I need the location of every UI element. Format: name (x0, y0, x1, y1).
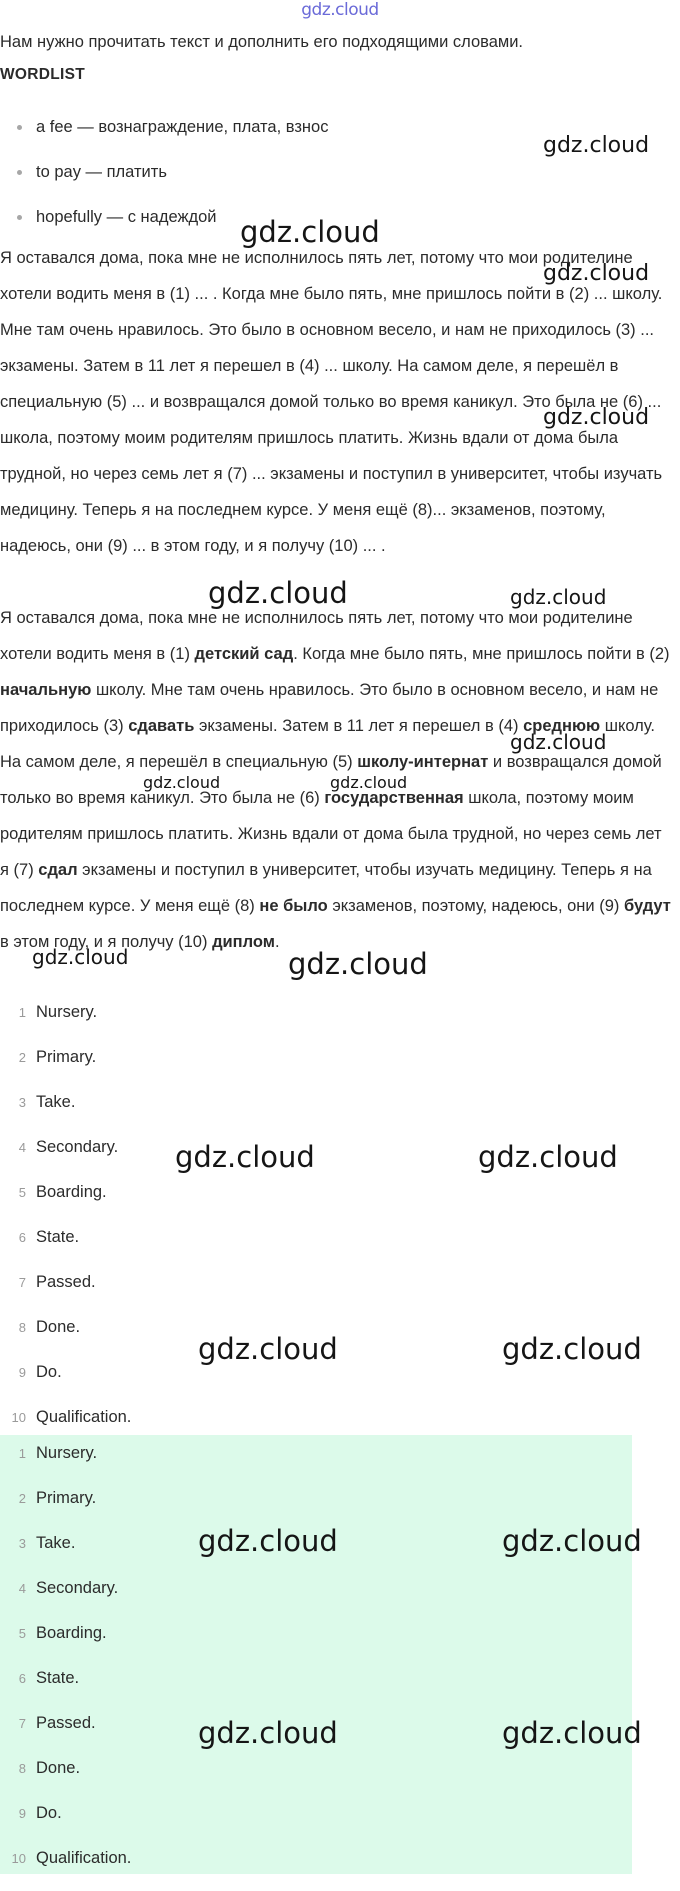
watermark: gdz.cloud (510, 730, 607, 754)
item-number: 6 (18, 1671, 26, 1686)
item-number: 1 (18, 1446, 26, 1461)
answer-item (0, 1666, 131, 1711)
answer-item (0, 1000, 131, 1045)
watermark: gdz.cloud (543, 261, 650, 286)
task-text: Я оставался дома, пока мне не исполнилось пять лет, потому что мои родителине хотели водить меня в (1) ... . Когда мне было пять, мне пришлось пойти в (2) ... школу. Мне там очень нравилось. Это было в основном весело, и нам не приходилось (3) ... экзамены. Затем в 11 лет я перешел в (4) ... школу. На самом деле, я перешёл в специальную (5) ... и возвращался домой только во время каникул. Это была не (6) ... школа, поэтому моим родителям пришлось платить. Жизнь вдали от дома была трудной, но через семь лет я (7) ... экзамены и поступил в университет, чтобы изучать медицину. Теперь я на последнем курсе. У меня ещё (8)... экзаменов, поэтому, надеюсь, они (9) ... в этом году, и я получу (10) ... . (0, 249, 663, 555)
answer-label: Take. (36, 1534, 76, 1552)
answer-item (0, 1315, 131, 1360)
item-number: 3 (18, 1095, 26, 1110)
wordlist-item: a fee — вознаграждение, плата, взнос (0, 115, 328, 160)
answer-label: Primary. (36, 1048, 97, 1066)
watermark: gdz.cloud (510, 585, 607, 609)
watermark: gdz.cloud (198, 1524, 338, 1558)
item-number: 8 (18, 1761, 26, 1776)
item-number: 2 (18, 1491, 26, 1506)
item-number: 5 (18, 1185, 26, 1200)
highlighted-answer-list (0, 1441, 131, 1891)
watermark: gdz.cloud (143, 773, 221, 792)
text-segment: школа, поэтому моим родителям пришлось платить. Жизнь вдали от дома была трудной, но через семь лет я (7) (0, 789, 662, 879)
answer-item (0, 1135, 131, 1180)
answer-label: Boarding. (36, 1624, 107, 1642)
answer-label: Qualification. (36, 1849, 132, 1867)
answer-label: Done. (36, 1318, 81, 1336)
answer-item (0, 1576, 131, 1621)
answer-item (0, 1621, 131, 1666)
answer-word: будут (623, 897, 671, 915)
text-segment: экзамены. Затем в 11 лет я перешел в (4) (194, 717, 524, 735)
answer-word: сдал (38, 861, 78, 879)
watermark: gdz.cloud (175, 1140, 315, 1174)
text-segment: экзаменов, поэтому, надеюсь, они (9) (327, 897, 624, 915)
item-number: 6 (18, 1230, 26, 1245)
answer-label: Passed. (36, 1714, 96, 1732)
item-number: 10 (11, 1851, 26, 1866)
watermark: gdz.cloud (478, 1140, 618, 1174)
item-number: 7 (18, 1275, 26, 1290)
watermark: gdz.cloud (198, 1716, 338, 1750)
answer-label: State. (36, 1228, 80, 1246)
answer-word: начальную (0, 681, 92, 699)
text-segment: в этом году, и я получу (10) (0, 933, 213, 951)
answer-label: Nursery. (36, 1444, 98, 1462)
watermark: gdz.cloud (240, 215, 380, 249)
item-number: 1 (18, 1005, 26, 1020)
answer-item (0, 1225, 131, 1270)
wordlist-item: hopefully — с надеждой (0, 205, 328, 250)
text-segment: школу. Мне там очень нравилось. Это было в основном весело, и нам не приходилось (3) (0, 681, 659, 735)
text-segment: . (274, 933, 280, 951)
text-segment: школу. На самом деле, я перешёл в специальную (5) (0, 717, 655, 771)
watermark: gdz.cloud (502, 1524, 642, 1558)
item-number: 2 (18, 1050, 26, 1065)
item-number: 9 (18, 1365, 26, 1380)
item-number: 5 (18, 1626, 26, 1641)
text-segment: и возвращался домой только во время каникул. Это была не (6) (0, 753, 662, 807)
wordlist (0, 115, 328, 250)
answer-word: диплом (212, 933, 275, 951)
text-segment: . Когда мне было пять, мне пришлось пойти в (2) (293, 645, 670, 663)
watermark: gdz.cloud (198, 1332, 338, 1366)
wordlist-item: to pay — платить (0, 160, 328, 205)
item-number: 4 (18, 1140, 26, 1155)
task-paragraph (0, 240, 672, 564)
answer-label: Take. (36, 1093, 76, 1111)
answer-item (0, 1180, 131, 1225)
answer-label: Secondary. (36, 1138, 119, 1156)
answer-label: Boarding. (36, 1183, 107, 1201)
watermark: gdz.cloud (502, 1332, 642, 1366)
answer-list (0, 1000, 131, 1450)
answer-word: сдавать (128, 717, 195, 735)
answer-item (0, 1846, 131, 1891)
answer-label: Qualification. (36, 1408, 132, 1426)
answer-item (0, 1045, 131, 1090)
watermark: gdz.cloud (502, 1716, 642, 1750)
answer-item (0, 1711, 131, 1756)
answer-word: школу-интернат (357, 753, 489, 771)
answer-label: State. (36, 1669, 80, 1687)
item-number: 10 (11, 1410, 26, 1425)
item-number: 3 (18, 1536, 26, 1551)
answer-label: Nursery. (36, 1003, 98, 1021)
answer-item (0, 1270, 131, 1315)
answer-item (0, 1441, 131, 1486)
answer-label: Do. (36, 1363, 62, 1381)
item-number: 9 (18, 1806, 26, 1821)
answer-label: Primary. (36, 1489, 97, 1507)
answer-paragraph (0, 600, 672, 960)
answer-label: Done. (36, 1759, 81, 1777)
answer-label: Secondary. (36, 1579, 119, 1597)
site-logo[interactable]: gdz.cloud (301, 0, 379, 20)
answer-item (0, 1090, 131, 1135)
answer-item (0, 1756, 131, 1801)
task-intro: Нам нужно прочитать текст и дополнить его подходящими словами. (0, 33, 524, 51)
answer-item (0, 1486, 131, 1531)
watermark: gdz.cloud (208, 576, 348, 610)
item-number: 7 (18, 1716, 26, 1731)
answer-word: детский сад (194, 645, 294, 663)
watermark: gdz.cloud (330, 773, 408, 792)
watermark: gdz.cloud (32, 945, 129, 969)
answer-item (0, 1531, 131, 1576)
item-number: 8 (18, 1320, 26, 1335)
wordlist-title: WORDLIST (0, 66, 86, 83)
text-segment: Я оставался дома, пока мне не исполнилось пять лет, потому что мои родителине хотели водить меня в (1) (0, 609, 633, 663)
text-segment: экзамены и поступил в университет, чтобы изучать медицину. Теперь я на последнем курсе. У меня ещё (8) (0, 861, 652, 915)
answer-item (0, 1360, 131, 1405)
item-number: 4 (18, 1581, 26, 1596)
answer-label: Passed. (36, 1273, 96, 1291)
answer-word: государственная (324, 789, 464, 807)
answer-item (0, 1801, 131, 1846)
watermark: gdz.cloud (543, 133, 650, 158)
answer-word: не было (259, 897, 328, 915)
watermark: gdz.cloud (543, 405, 650, 430)
answer-label: Do. (36, 1804, 62, 1822)
watermark: gdz.cloud (288, 947, 428, 981)
answer-word: среднюю (523, 717, 601, 735)
